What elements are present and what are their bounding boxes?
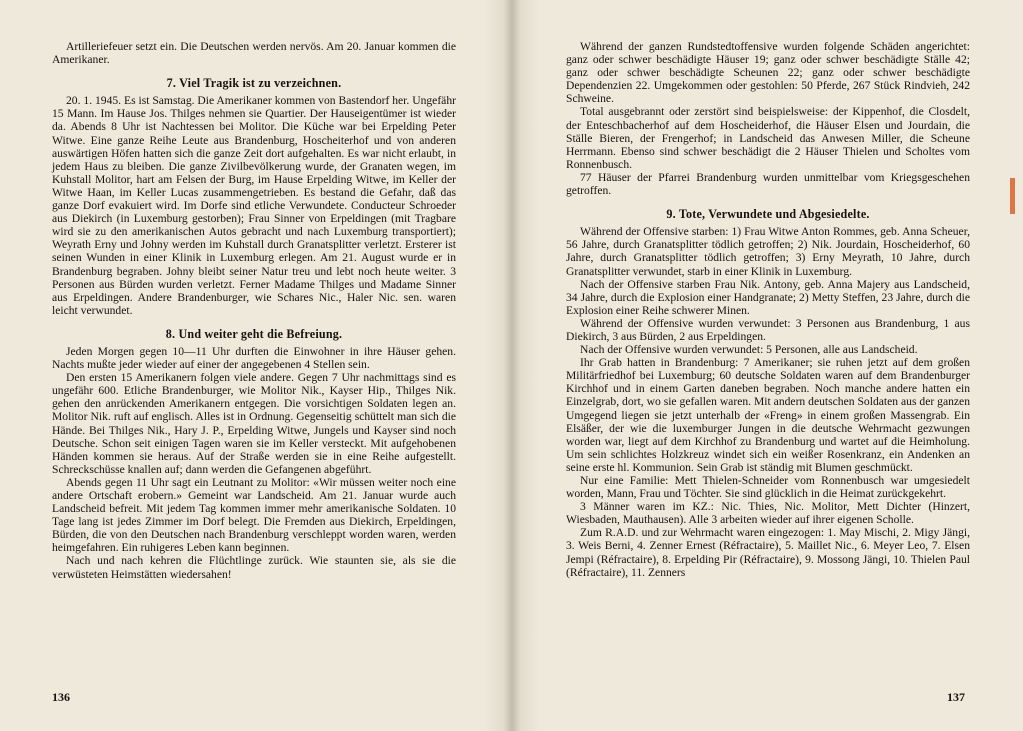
paragraph: Total ausgebrannt oder zerstört sind beispielsweise: der Kippenhof, die Closdelt, der Enteschbacherhof auf dem Hoscheiderhof, die Häuser Elsen und Jourdain, die Ställe Bieren, der Frengerhof; in Landscheid das Anwesen Miller, die Scheune Herrmann. Ebenso sind schwer beschädigt die 2 Häuser Thielen und Scholtes vom Ronnenbusch.: [566, 105, 970, 171]
paragraph: Während der ganzen Rundstedtoffensive wurden folgende Schäden angerichtet: ganz oder schwer beschädigte Häuser 19; ganz oder schwer beschädigte Ställe 42; ganz oder schwer beschädigte Scheunen 22; ganz oder schwer beschädigte Dependenzien 22. Umgekommen oder gestohlen: 50 Pferde, 267 Stück Rindvieh, 242 Schweine.: [566, 40, 970, 106]
paragraph: 77 Häuser der Pfarrei Brandenburg wurden unmittelbar vom Kriegsgeschehen getroffen.: [566, 170, 970, 198]
paragraph: Während der Offensive wurden verwundet: 3 Personen aus Brandenburg, 1 aus Diekirch, 3 aus Bürden, 2 aus Erpeldingen.: [566, 316, 970, 343]
page-edge-marker: [1010, 178, 1015, 214]
paragraph: Zum R.A.D. und zur Wehrmacht waren eingezogen: 1. May Mischi, 2. Migy Jängi, 3. Weis Berni, 4. Zenner Ernest (Réfractaire), 5. Maillet Nic., 6. Meyer Leo, 7. Elsen Jempi (Réfractaire), 8. Erpelding Pir (Réfractaire), 9. Mossong Jängi, 10. Thielen Paul (Réfractaire), 11. Zenners: [566, 526, 970, 579]
section-heading-8: 8. Und weiter geht die Befreiung.: [165, 326, 343, 341]
paragraph: Nach und nach kehren die Flüchtlinge zurück. Wie staunten sie, als sie die verwüsteten Heimstätten wiedersahen!: [52, 554, 456, 581]
right-page-text-column: [566, 40, 970, 579]
paragraph: Abends gegen 11 Uhr sagt ein Leutnant zu Molitor: «Wir müssen weiter noch eine andere Ortschaft erobern.» Gemeint war Landscheid. Am 21. Januar wurde auch Landscheid befreit. Mit jedem Tag kommen immer mehr amerikanische Soldaten. 10 Tage lang ist jedes Zimmer im Dorf belegt. Die Fremden aus Diekirch, Erpeldingen, Bürden, die von den Deutschen nach Brandenburg verschleppt worden waren, werden heimgefahren. Ein ruhigeres Leben kann beginnen.: [52, 475, 456, 555]
paragraph: 20. 1. 1945. Es ist Samstag. Die Amerikaner kommen von Bastendorf her. Ungefähr 15 Mann. Im Hause Jos. Thilges nehmen sie Quartier. Der Hauseigentümer ist wieder da. Abends 8 Uhr ist Nachtessen bei Molitor. Die Küche war bei Erpelding Peter Witwe. Eine ganze Reihe Leute aus Brandenburg, Hoscheiterhof und von anderen auswärtigen Höfen hatten sich die ganze Zeit dort aufgehalten. Es war nicht erlaubt, in jedem Haus zu bleiben. Die ganze Zivilbevölkerung wurde, der Granaten wegen, im Kuhstall Molitor, hart am Felsen der Burg, im Hause Erpelding Witwe, im Keller der Witwe Haan, im Keller Lucas zusammengetrieben. Es bestand die Gefahr, daß das ganze Dorf evakuiert wird. Im Dorfe sind etliche Verwundete. Conducteur Schroeder aus Diekirch (in Luxemburg gestorben); Frau Sinner von Erpeldingen (mit Tragbare wird sie zu den amerikanischen Autos gebracht und nach Luxemburg transportiert); Weyrath Erny und Johny werden im Kuhstall durch Granatsplitter verletzt. Ersterer ist seinen Wunden in einer Klinik in Luxemburg erlegen. Am 21. August wurde er in Brandenburg begraben. Johny bleibt seiner Natur treu und lebt noch heute weiter. 3 Personen aus Bürden wurden verletzt. Ferner Madame Thilges und Madame Sinner aus Erpeldingen. Andere Brandenburger, wie Schares Nic., Haler Nic. sen. waren leicht verwundet.: [52, 94, 456, 317]
paragraph: Den ersten 15 Amerikanern folgen viele andere. Gegen 7 Uhr nachmittags sind es ungefähr 600. Etliche Brandenburger, wie Molitor Nik., Kayser Hip., Thilges Nik. gehen den anrückenden Amerikanern entgegen. Die vorsichtigen Soldaten legen an. Molitor Nik. ruft auf englisch. Alles ist in Ordnung. Gegenseitig schüttelt man sich die Hände. Bei Thilges Nik., Hary J. P., Erpelding Witwe, Jungels und Kayser sind noch Deutsche. Schon seit einigen Tagen waren sie im Keller versteckt. Mit aufgehobenen Händen kommen sie heraus. Auf der Straße werden sie in eine Reihe aufgestellt. Schreckschüsse knallen auf; dann werden die Gefangenen abgeführt.: [52, 371, 456, 476]
paragraph: Nur eine Familie: Mett Thielen-Schneider vom Ronnenbusch war umgesiedelt worden, Mann, Frau und Töchter. Sie sind glücklich in die Heimat zurückgekehrt.: [566, 474, 970, 501]
page-number-left: 136: [52, 690, 70, 704]
paragraph: Nach der Offensive starben Frau Nik. Antony, geb. Anna Majery aus Landscheid, 34 Jahre, durch die Explosion einer Handgranate; 2) Metty Steffen, 23 Jahre, durch die Explosion einer Reihe schwerer Minen.: [566, 277, 970, 317]
page-number-right: 137: [947, 690, 965, 704]
paragraph: Ihr Grab hatten in Brandenburg: 7 Amerikaner; sie ruhen jetzt auf dem großen Militärfriedhof bei Luxemburg; 60 deutsche Soldaten waren auf dem Brandenburger Kirchhof und in einem Garten daneben begraben. Noch manche andere hatten ein Einzelgrab, dort, wo sie gefallen waren. Mit andern deutschen Soldaten aus der ganzen Umgegend liegen sie jetzt unterhalb der «Freng» in einem großen Massengrab. Ein Elsäßer, der wie die luxemburger Jungen in die deutsche Wehrmacht gezwungen worden war, liegt auf dem Kirchhof zu Brandenburg und wartet auf die Heimholung. Um sein schlichtes Holzkreuz windet sich ein weißer Rosenkranz, ein Andenken an seine erste hl. Kommunion. Sein Grab ist ständig mit Blumen geschmückt.: [566, 356, 970, 474]
paragraph: Während der Offensive starben: 1) Frau Witwe Anton Rommes, geb. Anna Scheuer, 56 Jahre, durch Granatsplitter tödlich getroffen; 2) Nik. Jourdain, Hoscheiderhof, 60 Jahre, durch Granatsplitter tödlich getroffen; 3) Erny Meyrath, 10 Jahre, durch Granatsplitter verwundet, starb in einer Klinik in Luxemburg.: [566, 225, 970, 278]
section-heading-9: 9. Tote, Verwundete und Abgesiedelte.: [666, 207, 870, 222]
section-heading-7: 7. Viel Tragik ist zu verzeichnen.: [166, 76, 342, 91]
paragraph: Artilleriefeuer setzt ein. Die Deutschen werden nervös. Am 20. Januar kommen die Amerikaner.: [52, 40, 456, 67]
paragraph: 3 Männer waren im KZ.: Nic. Thies, Nic. Molitor, Mett Dichter (Hinzert, Wiesbaden, Mauthausen). Alle 3 arbeiten wieder auf ihrer eigenen Scholle.: [566, 500, 970, 527]
left-page-text-column: [52, 40, 456, 581]
paragraph: Jeden Morgen gegen 10—11 Uhr durften die Einwohner in ihre Häuser gehen. Nachts mußte jeder wieder auf einer der angegebenen 4 Stellen sein.: [52, 344, 456, 372]
paragraph: Nach der Offensive wurden verwundet: 5 Personen, alle aus Landscheid.: [580, 343, 918, 357]
